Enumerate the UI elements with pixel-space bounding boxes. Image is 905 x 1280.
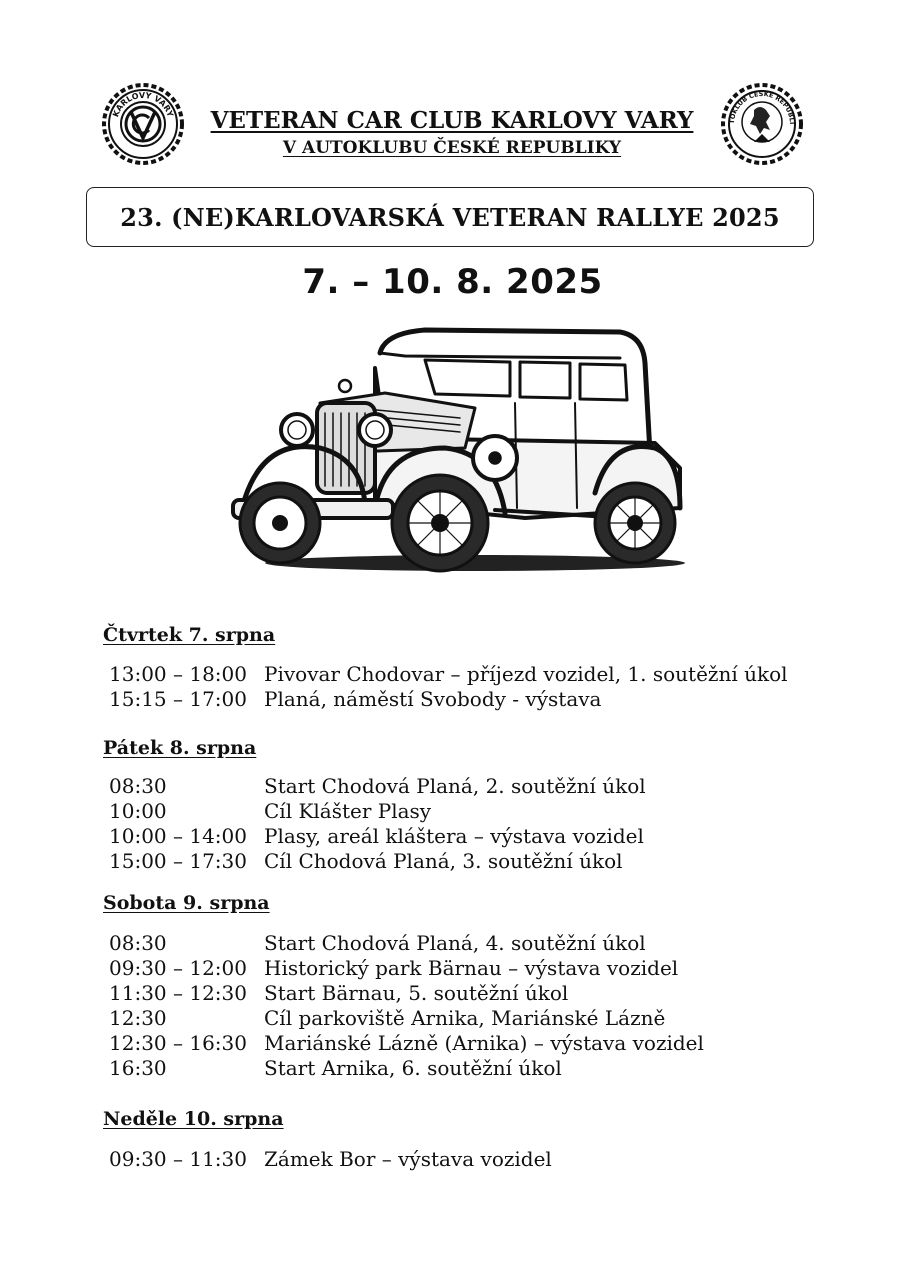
schedule-desc: Cíl Chodová Planá, 3. soutěžní úkol — [264, 849, 623, 873]
schedule-row — [109, 798, 431, 824]
schedule-time: 13:00 – 18:00 — [109, 662, 247, 686]
schedule-desc: Pivovar Chodovar – příjezd vozidel, 1. soutěžní úkol — [264, 662, 788, 686]
schedule-time: 11:30 – 12:30 — [109, 981, 247, 1005]
schedule-desc: Start Bärnau, 5. soutěžní úkol — [264, 981, 569, 1005]
day-heading-thursday: Čtvrtek 7. srpna — [103, 624, 276, 646]
schedule-time: 09:30 – 12:00 — [109, 956, 247, 980]
event-title-box — [86, 187, 814, 247]
karlovy-vary-club-logo — [101, 82, 185, 166]
club-subtitle: V AUTOKLUBU ČESKÉ REPUBLIKY — [282, 138, 622, 158]
schedule-desc: Start Chodová Planá, 2. soutěžní úkol — [264, 774, 646, 798]
schedule-desc: Cíl Klášter Plasy — [264, 799, 432, 823]
schedule-desc: Zámek Bor – výstava vozidel — [264, 1147, 552, 1171]
schedule-time: 15:00 – 17:30 — [109, 849, 247, 873]
schedule-time: 10:00 — [109, 799, 167, 823]
schedule-row — [109, 848, 623, 874]
schedule-row — [109, 955, 678, 981]
day-heading-sunday: Neděle 10. srpna — [103, 1108, 284, 1130]
schedule-row — [109, 1146, 552, 1172]
schedule-row — [109, 686, 601, 712]
schedule-row — [109, 823, 644, 849]
svg-text:KARLOVY VARY: KARLOVY VARY — [111, 90, 175, 119]
day-heading-friday: Pátek 8. srpna — [103, 737, 257, 759]
schedule-time: 12:30 – 16:30 — [109, 1031, 247, 1055]
schedule-desc: Plasy, areál kláštera – výstava vozidel — [264, 824, 644, 848]
schedule-time: 08:30 — [109, 774, 167, 798]
event-title: 23. (NE)KARLOVARSKÁ VETERAN RALLYE 2025 — [120, 202, 780, 232]
schedule-row — [109, 980, 568, 1006]
schedule-desc: Planá, náměstí Svobody - výstava — [264, 687, 602, 711]
schedule-desc: Mariánské Lázně (Arnika) – výstava vozidel — [264, 1031, 704, 1055]
schedule-desc: Cíl parkoviště Arnika, Mariánské Lázně — [264, 1006, 666, 1030]
schedule-row — [109, 773, 646, 799]
schedule-desc: Historický park Bärnau – výstava vozidel — [264, 956, 679, 980]
schedule-time: 15:15 – 17:00 — [109, 687, 247, 711]
schedule-time: 09:30 – 11:30 — [109, 1147, 247, 1171]
schedule-row — [109, 1030, 704, 1056]
svg-text:AUTOKLUB ČESKÉ REPUBLIKY: TOKLUB ČESKÉ REPUBLI — [727, 89, 797, 125]
day-heading-saturday: Sobota 9. srpna — [103, 892, 270, 914]
schedule-time: 16:30 — [109, 1056, 167, 1080]
schedule-row — [109, 1055, 562, 1081]
schedule-time: 12:30 — [109, 1006, 167, 1030]
club-name: VETERAN CAR CLUB KARLOVY VARY — [210, 107, 694, 134]
vintage-car-illustration — [225, 318, 690, 588]
autoklub-cr-logo — [720, 82, 804, 166]
schedule-desc: Start Chodová Planá, 4. soutěžní úkol — [264, 931, 646, 955]
schedule-row — [109, 661, 788, 687]
schedule-desc: Start Arnika, 6. soutěžní úkol — [264, 1056, 562, 1080]
event-dates: 7. – 10. 8. 2025 — [302, 262, 603, 302]
schedule-row — [109, 930, 646, 956]
schedule-time: 10:00 – 14:00 — [109, 824, 247, 848]
schedule-row — [109, 1005, 665, 1031]
schedule-time: 08:30 — [109, 931, 167, 955]
